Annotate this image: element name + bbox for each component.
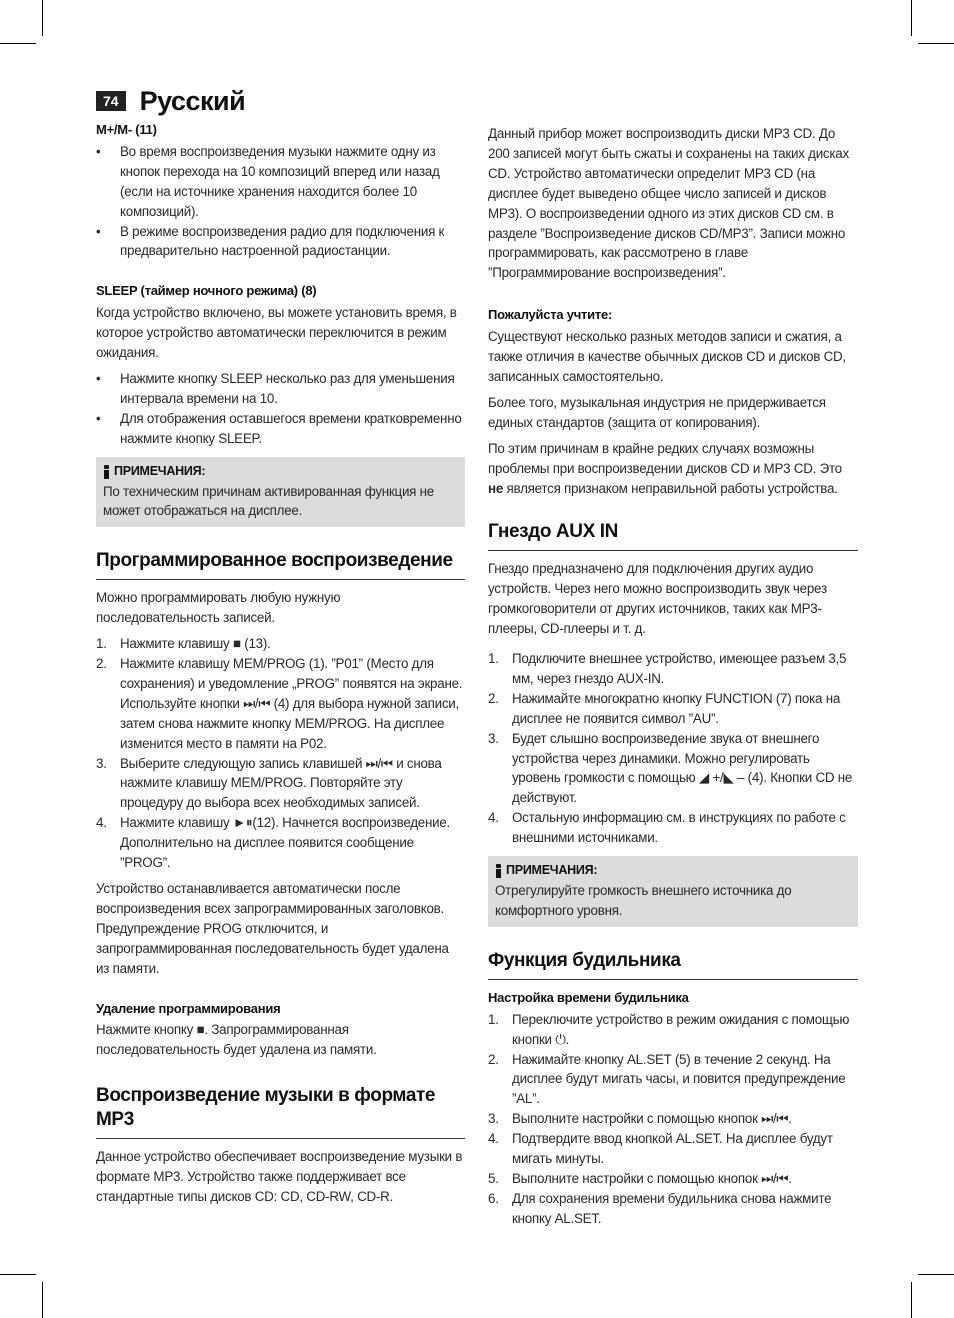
sleep-list: [96, 369, 465, 449]
list-item: • Во время воспроизведения музыки нажмите одну из кнопок перехода на 10 композиций вперед или назад (если на источнике хранения находится более 10 композиций).: [96, 143, 440, 219]
page-title: Русский: [139, 85, 246, 116]
crop-mark: [911, 1282, 912, 1318]
section-heading-mp3: Воспроизведение музыки в формате MP3: [96, 1084, 465, 1139]
right-column: [488, 124, 858, 1235]
alarm-subheading: Настройка времени будильника: [488, 989, 689, 1005]
note-box: ПРИМЕЧАНИЯ: Отрегулируйте громкость внешнего источника до комфортного уровня.: [488, 856, 858, 927]
delete-heading: Удаление программирования: [96, 1000, 281, 1016]
crop-mark: [918, 43, 954, 44]
alarm-steps: [488, 1010, 858, 1229]
list-item: 2. Нажимайте кнопку AL.SET (5) в течение 2 секунд. На дисплее будут мигать часы, и повится предупреждение ”AL”.: [488, 1051, 846, 1107]
sleep-heading: SLEEP (таймер ночного режима) (8): [96, 283, 317, 299]
info-icon: [495, 864, 502, 878]
list-item: 6. Для сохранения времени будильника снова нажмите кнопку AL.SET.: [488, 1190, 832, 1226]
list-item: 5. Выполните настройки с помощью кнопок ⏭/⏮.: [488, 1170, 792, 1186]
prog-end: Устройство останавливается автоматически после воспроизведения всех запрограммированных заголовков. Предупреждение PROG отключится, и запрограммированная последовательность будет удалена из памяти.: [96, 881, 449, 976]
list-item: 2. Нажимайте многократно кнопку FUNCTION (7) пока на дисплее не появится символ ”AU”.: [488, 690, 841, 726]
mp3-continued: Данный прибор может воспроизводить диски MP3 CD. До 200 записей могут быть сжаты и сохранены на таких дисках CD. Устройство автоматически определит MP3 CD (на дисплее будет выведено общее число записей и дисков MP3). О воспроизведении одного из этих дисков CD см. в разделе ”Воспроизведение дисков CD/MP3”. Записи можно программировать, как рассмотрено в главе ”Программирование воспроизведения”.: [488, 126, 849, 281]
section-heading-alarm: Функция будильника: [488, 949, 858, 980]
attention-p1: Существуют несколько разных методов записи и сжатия, а также отличия в качестве обычных дисков CD и дисков CD, записанных самостоятельно.: [488, 329, 846, 384]
list-item: 4. Остальную информацию см. в инструкциях по работе с внешними источниками.: [488, 810, 846, 846]
list-item: 1. Нажмите клавишу ■ (13).: [96, 636, 271, 652]
list-item: • В режиме воспроизведения радио для подключения к предварительно настроенной радиостанции.: [96, 223, 445, 259]
delete-text: Нажмите кнопку ■. Запрограммированная последовательность будет удалена из памяти.: [96, 1022, 377, 1058]
section-heading-programming: Программированное воспроизведение: [96, 549, 465, 580]
page-header: [96, 84, 245, 118]
mplus-list: [96, 142, 465, 261]
prog-intro: Можно программировать любую нужную последовательность записей.: [96, 590, 341, 626]
list-item: 3. Будет слышно воспроизведение звука от внешнего устройства через динамики. Можно регулировать уровень громкости с помощью ◢ +/◣ – (4). Кнопки CD не действуют.: [488, 730, 853, 806]
crop-mark: [918, 1274, 954, 1275]
crop-mark: [42, 0, 43, 36]
prog-steps: [96, 634, 465, 873]
list-item: 4. Подтвердите ввод кнопкой AL.SET. На дисплее будут мигать минуты.: [488, 1131, 833, 1167]
crop-mark: [0, 1274, 36, 1275]
info-icon: [103, 465, 110, 479]
list-item: • Нажмите кнопку SLEEP несколько раз для уменьшения интервала времени на 10.: [96, 370, 455, 406]
note-text: Отрегулируйте громкость внешнего источника до комфортного уровня.: [495, 883, 792, 918]
list-item: 1. Переключите устройство в режим ожидания с помощью кнопки ⏻.: [488, 1011, 850, 1047]
attention-p2: Более того, музыкальная индустрия не придерживается единых стандартов (защита от копирования).: [488, 394, 826, 430]
list-item: 4. Нажмите клавишу ►⏸(12). Начнется воспроизведение. Дополнительно на дисплее появится сообщение ”PROG”.: [96, 815, 451, 871]
crop-mark: [911, 0, 912, 36]
page-number: 74: [96, 91, 126, 111]
mp3-text: Данное устройство обеспечивает воспроизведение музыки в формате MP3. Устройство также поддерживает все стандартные типы дисков CD: CD, CD-RW, CD-R.: [96, 1149, 463, 1205]
left-column: [96, 120, 465, 1213]
aux-intro: Гнездо предназначено для подключения других аудио устройств. Через него можно воспроизводить звук через громкоговорители от других источников, таких как MP3-плееры, CD-плееры и т. д.: [488, 561, 827, 637]
section-heading-aux: Гнездо AUX IN: [488, 520, 858, 551]
list-item: 3. Выполните настройки с помощью кнопок ⏭/⏮.: [488, 1111, 792, 1127]
attention-p3: По этим причинам в крайне редких случаях возможны проблемы при воспроизведении дисков CD и MP3 CD. Это не является признаком неправильной работы устройства.: [488, 440, 842, 496]
list-item: 3. Выберите следующую запись клавишей ⏭/⏮ и снова нажмите клавишу MEM/PROG. Повторяйте эту процедуру до выбора всех необходимых записей.: [96, 755, 442, 811]
attention-heading: Пожалуйста учтите:: [488, 307, 613, 323]
aux-steps: [488, 649, 858, 848]
list-item: 2. Нажмите клавишу MEM/PROG (1). ”P01” (Место для сохранения) и уведомление „PROG” появятся на экране. Используйте кнопки ⏭/⏮ (4) для выбора нужной записи, затем снова нажмите кнопку MEM/PROG. На дисплее изменится место в памяти на P02.: [96, 656, 463, 751]
list-item: • Для отображения оставшегося времени кратковременно нажмите кнопку SLEEP.: [96, 410, 462, 446]
sleep-text: Когда устройство включено, вы можете установить время, в которое устройство автоматически переключится в режим ожидания.: [96, 305, 457, 361]
mplus-heading: M+/M- (11): [96, 122, 157, 137]
crop-mark: [42, 1282, 43, 1318]
note-box: ПРИМЕЧАНИЯ: По техническим причинам активированная функция не может отображаться на дисплее.: [96, 457, 465, 528]
crop-mark: [0, 43, 36, 44]
list-item: 1. Подключите внешнее устройство, имеющее разъем 3,5 мм, через гнездо AUX-IN.: [488, 651, 847, 686]
note-text: По техническим причинам активированная функция не может отображаться на дисплее.: [103, 483, 434, 519]
